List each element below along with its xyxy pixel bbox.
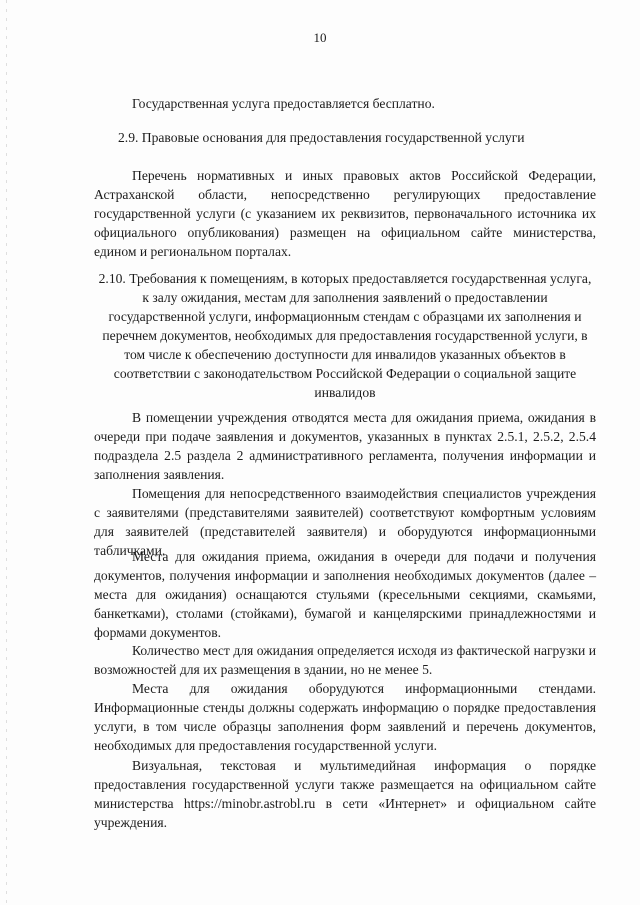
paragraph-interaction-rooms: Помещения для непосредственного взаимодействия специалистов учреждения с заявителями (представителями заявителей) соответствуют комфортным условиям для заявителей (представителей заявителя) и оборудуются информационными табличками. [94,486,596,558]
paragraph-legal-acts: Перечень нормативных и иных правовых актов Российской Федерации, Астраханской области, непосредственно регулирующих предоставление государственной услуги (с указанием их реквизитов, первоначального источника их официального опубликования) размещен на официальном сайте министерства, едином и региональном порталах. [94,168,596,259]
paragraph-online-info: Визуальная, текстовая и мультимедийная информация о порядке предоставления государственной услуги также размещается на официальном сайте министерства https://minobr.astrobl.ru в сети «Интернет» и официальном сайте учреждения. [94,758,596,830]
scan-edge-artifact [6,0,7,905]
page-number: 10 [313,30,327,45]
paragraph-seat-count: Количество мест для ожидания определяется исходя из фактической нагрузки и возможностей для их размещения в здании, но не менее 5. [94,643,596,677]
paragraph-waiting-equipment: Места для ожидания приема, ожидания в очереди для подачи и получения документов, получения информации и заполнения необходимых документов (далее – места для ожидания) оснащаются стульями (кресельными секциями, скамьями, банкетками), столами (стойками), бумагой и канцелярскими принадлежностями и формами документов. [94,549,596,640]
paragraph-info-stands: Места для ожидания оборудуются информационными стендами. Информационные стенды должны содержать информацию о порядке предоставления услуги, в том числе образцы заполнения форм заявлений и перечень документов, необходимых для предоставления государственной услуги. [94,681,596,753]
section-heading-2-9: 2.9. Правовые основания для предоставления государственной услуги [118,130,525,145]
section-heading-2-10: 2.10. Требования к помещениям, в которых предоставляется государственная услуга, к залу ожидания, местам для заполнения заявлений о предоставлении государственной услуги, информационным стендам с образцами их заполнения и перечнем документов, необходимых для предоставления государственной услуги, в том числе к обеспечению доступности для инвалидов указанных объектов в соответствии с законодательством Российской Федерации о социальной защите инвалидов [98,271,592,400]
paragraph-free-service: Государственная услуга предоставляется бесплатно. [132,96,435,111]
paragraph-waiting-areas: В помещении учреждения отводятся места для ожидания приема, ожидания в очереди при подаче заявления и документов, указанных в пунктах 2.5.1, 2.5.2, 2.5.4 подраздела 2.5 раздела 2 административного регламента, получения информации и заполнения заявления. [94,410,596,482]
